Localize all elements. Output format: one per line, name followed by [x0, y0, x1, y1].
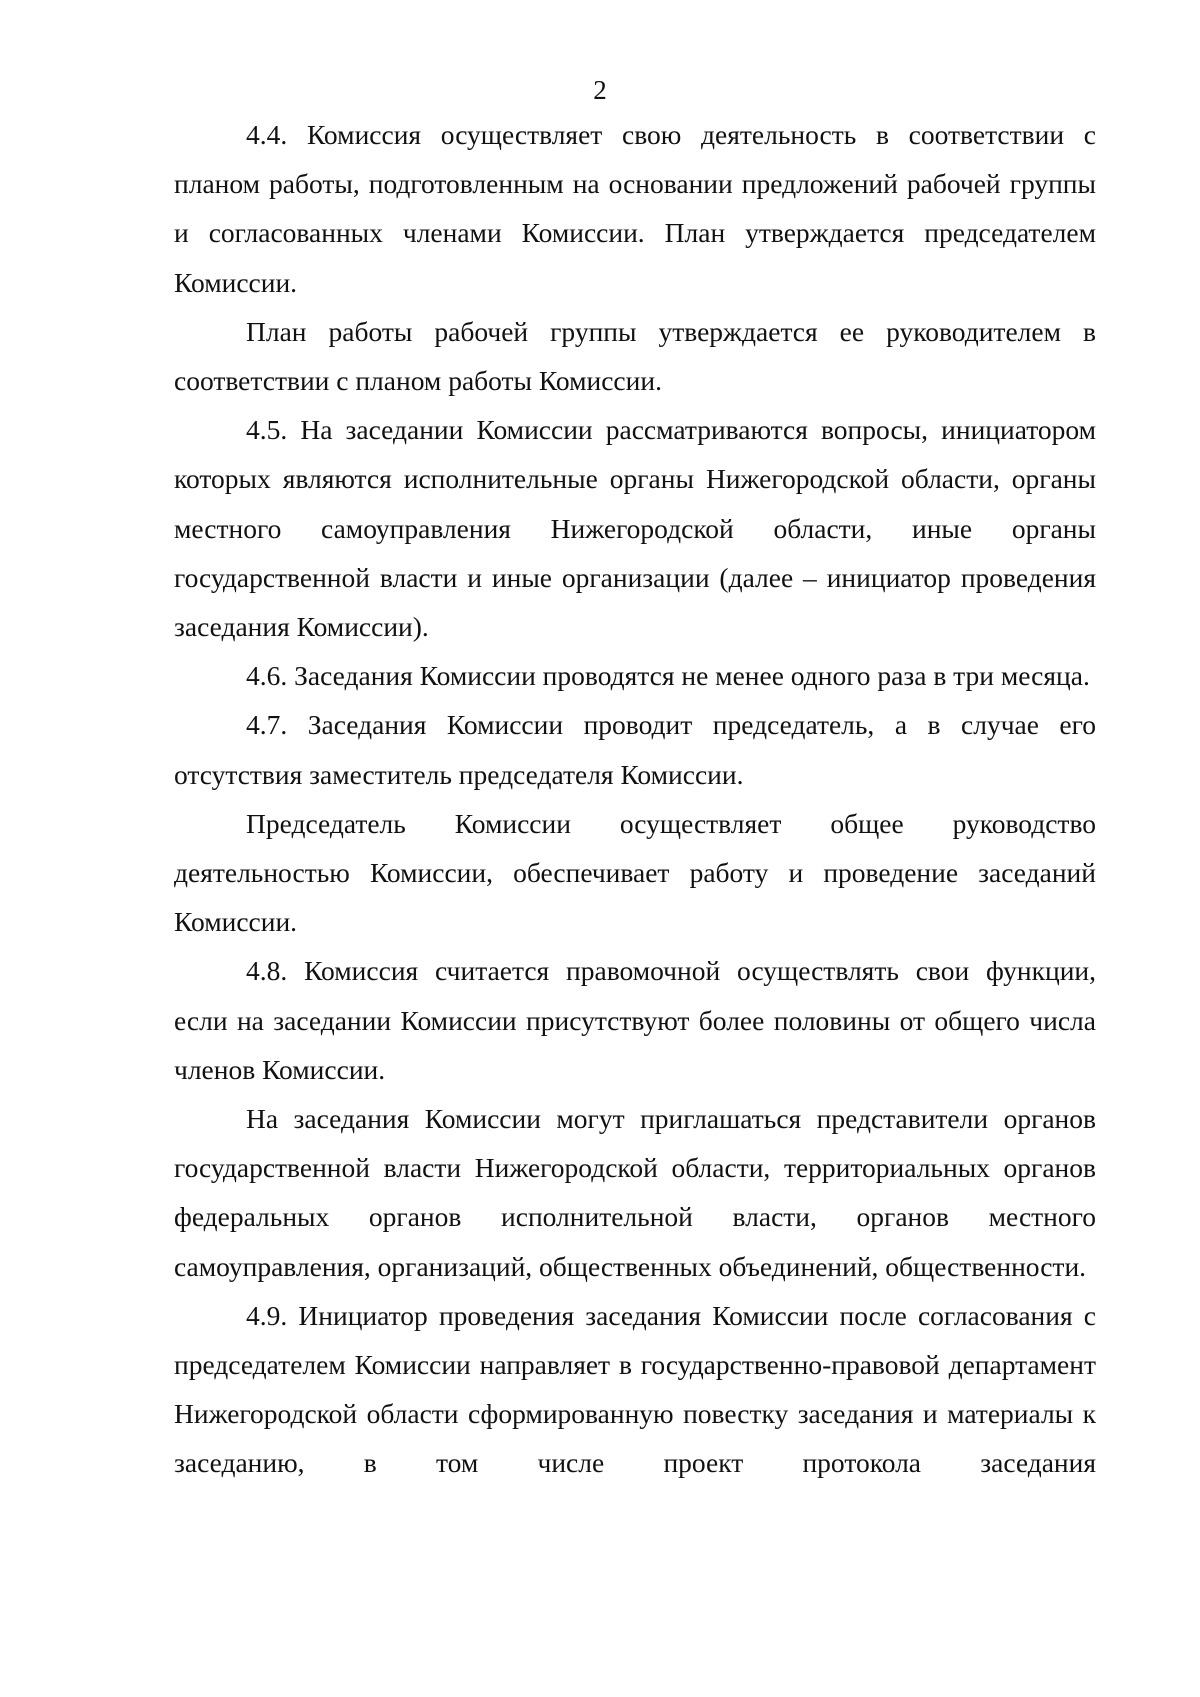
paragraph-invited-representatives: На заседания Комиссии могут приглашаться представители органов государственной власти Нижегородской области, территориальных органов федеральных органов исполнительной власти, органов местного самоуправления, организаций, общественных объединений, общественности.: [174, 1103, 1096, 1282]
page-number: 2: [593, 75, 607, 105]
document-body: [174, 110, 1096, 1488]
paragraph-4-7: 4.7. Заседания Комиссии проводит председатель, а в случае его отсутствия заместитель председателя Комиссии.: [174, 709, 1096, 790]
paragraph-4-9: 4.9. Инициатор проведения заседания Комиссии после согласования с председателем Комиссии направляет в государственно-правовой департамент Нижегородской области сформированную повестку заседания и материалы к заседанию, в том числе проект протокола заседания: [174, 1299, 1096, 1479]
paragraph-4-4: 4.4. Комиссия осуществляет свою деятельность в соответствии с планом работы, подготовленным на основании предложений рабочей группы и согласованных членами Комиссии. План утверждается председателем Комиссии.: [174, 119, 1096, 298]
paragraph-4-6: 4.6. Заседания Комиссии проводятся не менее одного раза в три месяца.: [246, 660, 1090, 692]
paragraph-work-plan: План работы рабочей группы утверждается ее руководителем в соответствии с планом работы Комиссии.: [174, 315, 1096, 397]
paragraph-4-8: 4.8. Комиссия считается правомочной осуществлять свои функции, если на заседании Комиссии присутствуют более половины от общего числа членов Комиссии.: [174, 955, 1096, 1085]
paragraph-4-5: 4.5. На заседании Комиссии рассматриваются вопросы, инициатором которых являются исполнительные органы Нижегородской области, органы местного самоуправления Нижегородской области, иные органы государственной власти и иные организации (далее – инициатор проведения заседания Комиссии).: [174, 414, 1096, 643]
paragraph-chairman-duties: Председатель Комиссии осуществляет общее руководство деятельностью Комиссии, обеспечивает работу и проведение заседаний Комиссии.: [174, 807, 1096, 938]
